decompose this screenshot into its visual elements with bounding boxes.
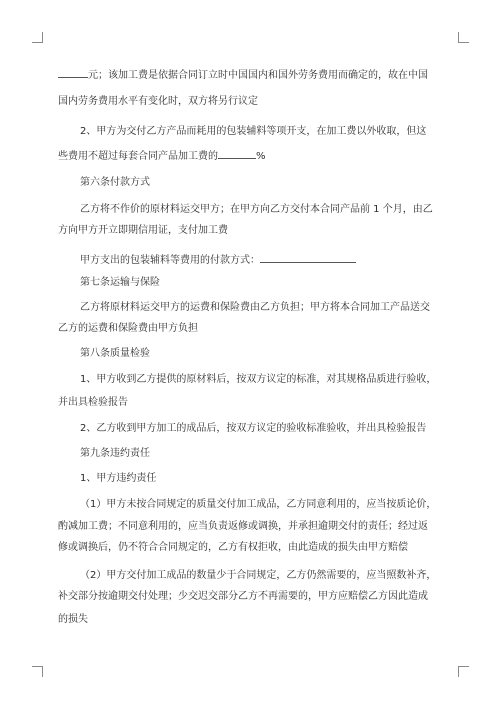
- text-line-21: （2）甲方交付加工成品的数量少于合同规定，乙方仍然需要的，应当照数补齐，: [80, 570, 437, 581]
- crop-mark-bottom-left: [32, 666, 43, 677]
- text-line-1: 元；该加工费是依据合同订立时中国国内和国外劳务费用而确定的，故在中国: [58, 66, 428, 80]
- fill-in-blank-percent: [218, 147, 256, 159]
- text-line-8: 甲方支出的包装辅料等费用的付款方式：: [80, 251, 356, 265]
- fill-in-blank-amount: [58, 66, 88, 78]
- text-line-20: 修或调换后，仍不符合合同规定的，乙方有权拒收，由此造成的损失由甲方赔偿: [58, 542, 408, 553]
- text-line-18: （1）甲方未按合同规定的质量交付加工成品，乙方同意利用的，应当按质论价，: [80, 499, 437, 510]
- crop-mark-top-left: [32, 32, 43, 43]
- text-line-6: 乙方将不作价的原材料运交甲方；在甲方向乙方交付本合同产品前 1 个月，由乙: [80, 204, 433, 215]
- fill-in-blank-payment-method: [260, 251, 356, 263]
- text-line-15: 2、乙方收到甲方加工的成品后，按双方议定的验收标准验收，并出具检验报告: [80, 423, 427, 434]
- text-line-4: 些费用不超过每套合同产品加工费的 %: [58, 147, 266, 161]
- text-line-13: 1、甲方收到乙方提供的原材料后，按双方议定的标准，对其规格品质进行验收，: [80, 374, 437, 385]
- crop-mark-top-right: [458, 32, 469, 43]
- subsection-heading-1: 1、甲方违约责任: [80, 473, 157, 484]
- text-line-19: 酌减加工费；不同意利用的，应当负责返修或调换，并承担逾期交付的责任；经过返: [58, 521, 428, 532]
- text-line-22: 补交部分按逾期交付处理；少交迟交部分乙方不再需要的，甲方应赔偿乙方因此造成: [58, 591, 428, 602]
- text-line-7: 方向甲方开立即期信用证，支付加工费: [58, 225, 228, 236]
- section-heading-7: 第七条运输与保险: [80, 277, 160, 288]
- text-line-14: 并出具检验报告: [58, 397, 128, 408]
- section-heading-6: 第六条付款方式: [80, 177, 150, 188]
- crop-mark-bottom-right: [458, 666, 469, 677]
- section-heading-8: 第八条质量检验: [80, 348, 150, 359]
- text-line-11: 乙方的运费和保险费由甲方负担: [58, 323, 198, 334]
- text-line-2: 国内劳务费用水平有变化时，双方将另行议定: [58, 96, 258, 107]
- text-line-10: 乙方将原材料运交甲方的运费和保险费由乙方负担；甲方将本合同加工产品送交: [80, 302, 430, 313]
- text-line-23: 的损失: [58, 614, 88, 625]
- text-line-3: 2、甲方为交付乙方产品而耗用的包装辅料等项开支，在加工费以外收取，但这: [80, 126, 427, 137]
- section-heading-9: 第九条违约责任: [80, 448, 150, 459]
